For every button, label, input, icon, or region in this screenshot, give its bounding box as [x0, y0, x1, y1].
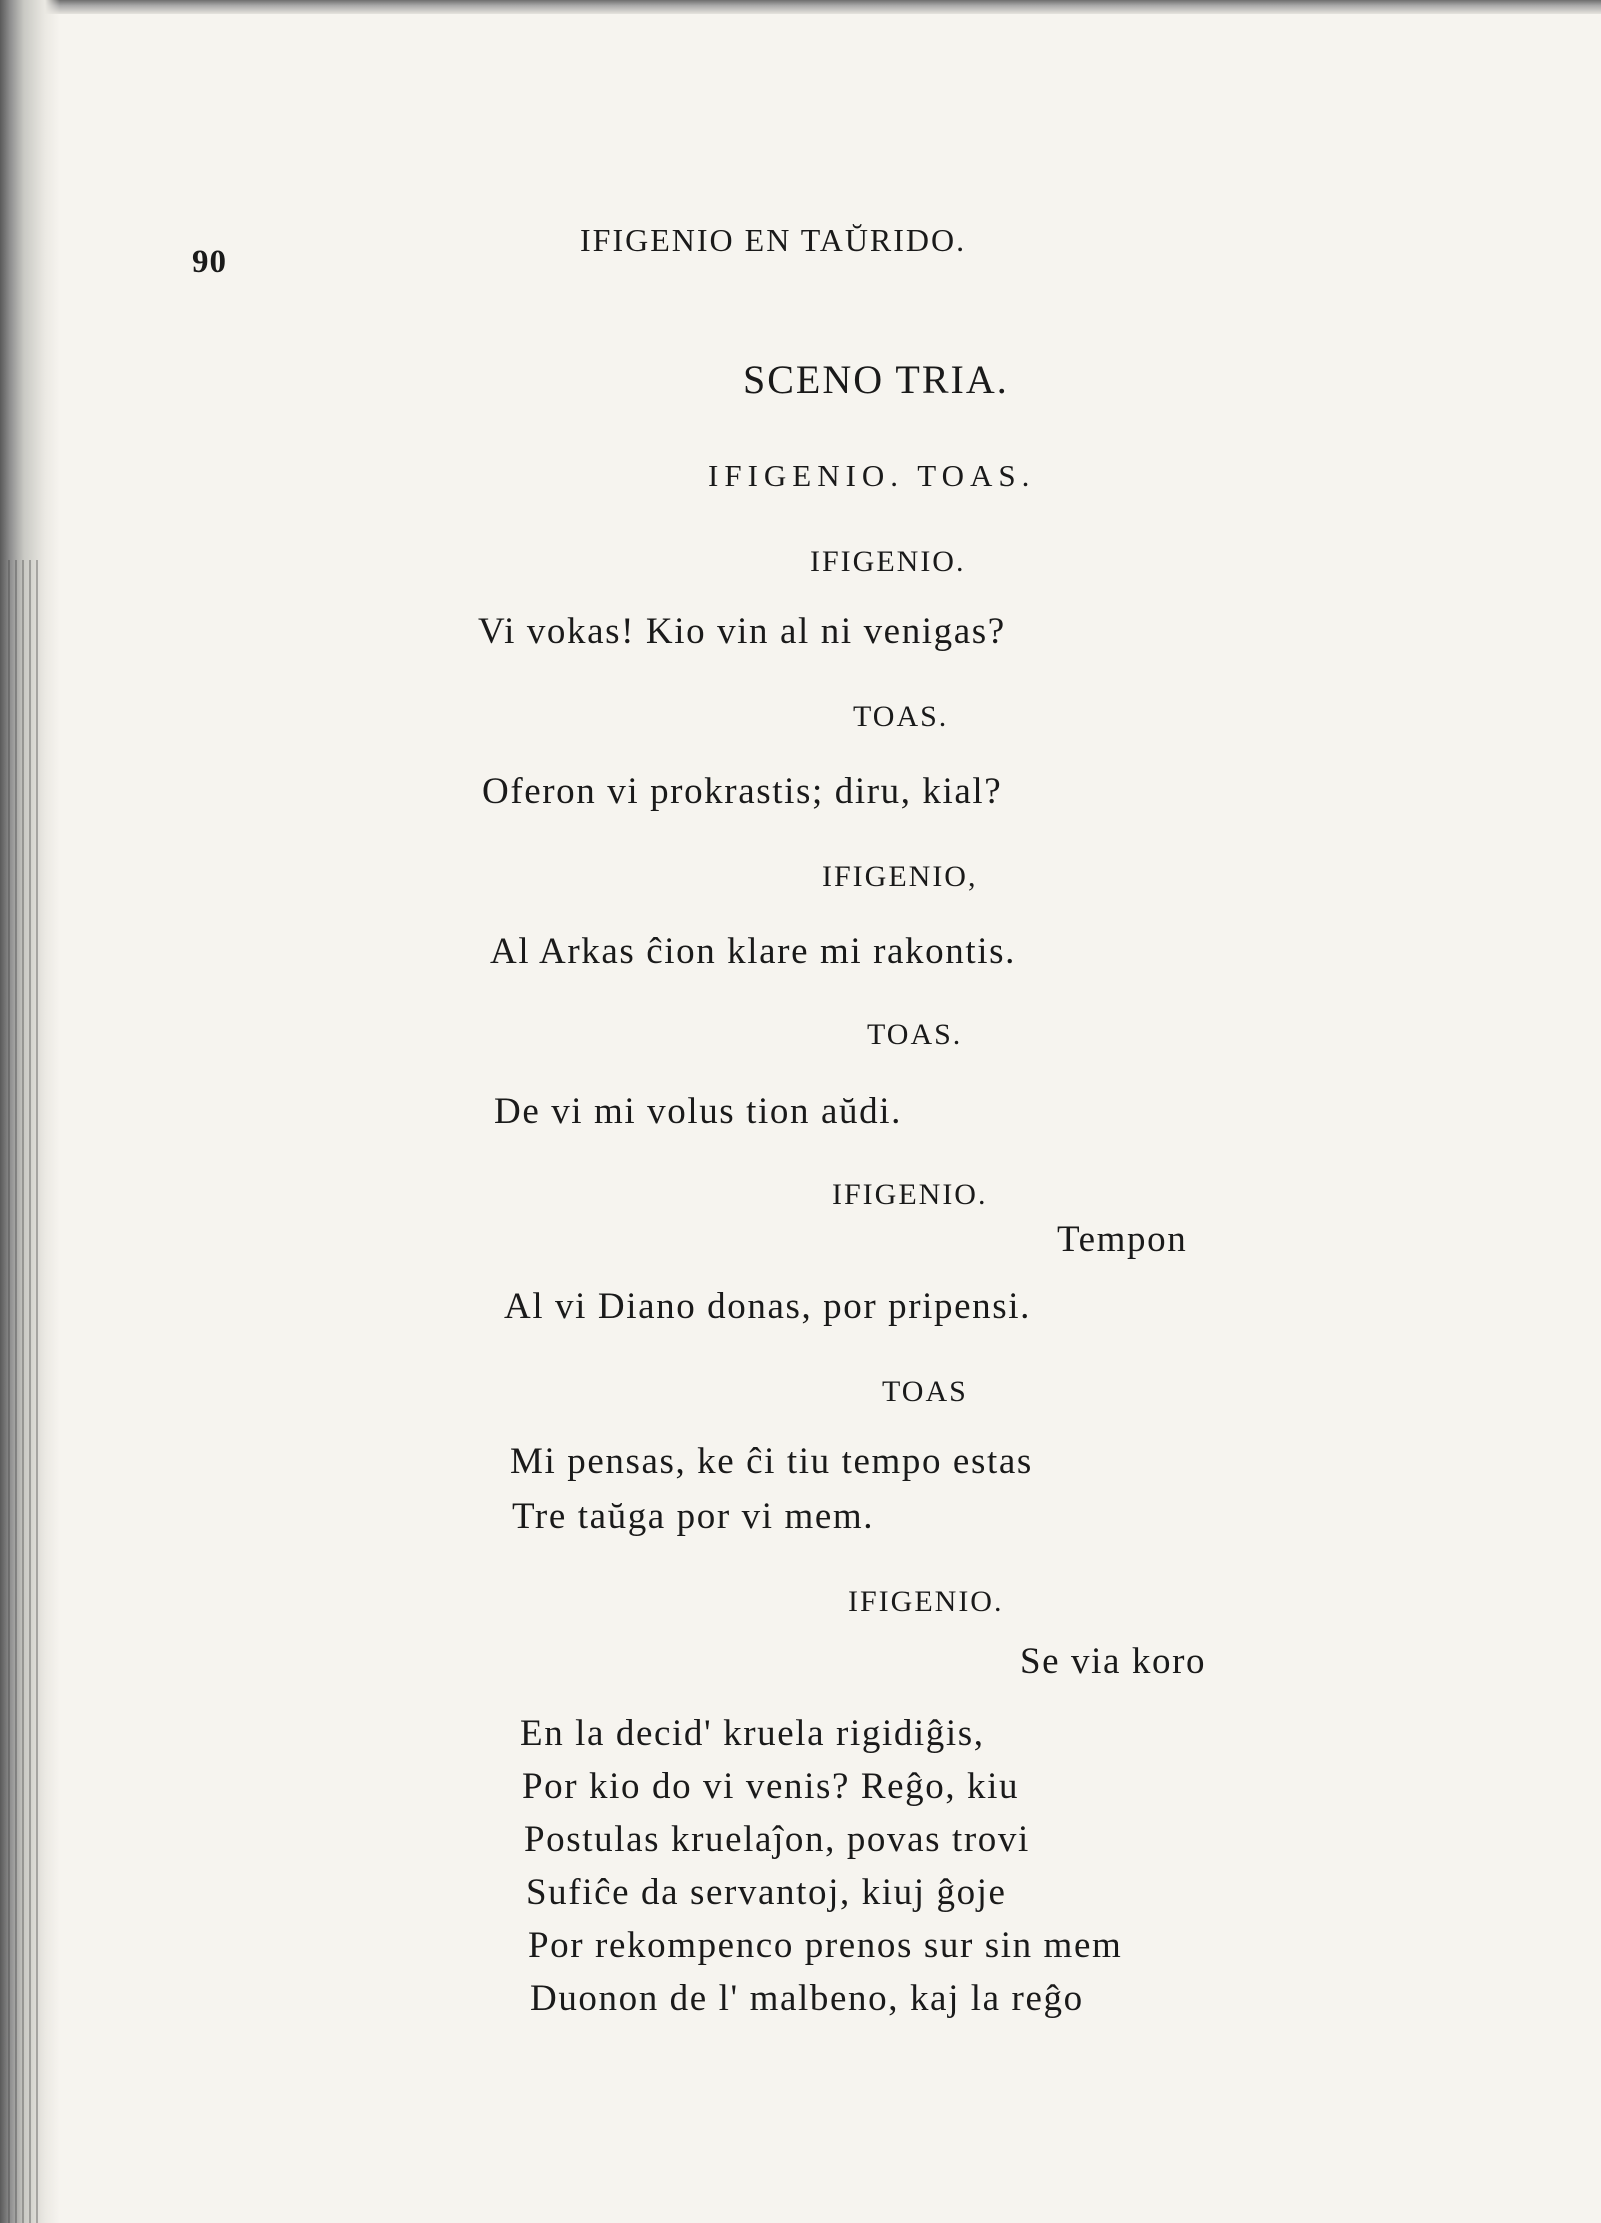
- dialogue-line: Se via koro: [1020, 1641, 1207, 1682]
- dialogue-line: En la decid' kruela rigidiĝis,: [520, 1713, 985, 1754]
- dialogue-line: Oferon vi prokrastis; diru, kial?: [482, 771, 1003, 812]
- speaker-name: TOAS.: [867, 1018, 963, 1051]
- speaker-name: IFIGENIO.: [848, 1585, 1004, 1618]
- speaker-name: IFIGENIO,: [822, 860, 978, 893]
- scan-left-gutter-lines: [8, 560, 38, 2223]
- speaker-name: TOAS: [882, 1375, 968, 1408]
- dialogue-line: Por rekompenco prenos sur sin mem: [528, 1925, 1123, 1966]
- scene-title: SCENO TRIA.: [743, 357, 1009, 402]
- dialogue-line: Sufiĉe da servantoj, kiuj ĝoje: [526, 1872, 1007, 1913]
- dialogue-line: Duonon de l' malbeno, kaj la reĝo: [530, 1978, 1084, 2019]
- dialogue-line: Al vi Diano donas, por pripensi.: [504, 1286, 1031, 1327]
- dialogue-line: Vi vokas! Kio vin al ni venigas?: [478, 611, 1006, 652]
- dialogue-line: Mi pensas, ke ĉi tiu tempo estas: [510, 1441, 1033, 1482]
- dialogue-line: Al Arkas ĉion klare mi rakontis.: [490, 931, 1016, 972]
- speaker-name: IFIGENIO.: [832, 1178, 988, 1211]
- dialogue-line: Postulas kruelaĵon, povas trovi: [524, 1819, 1030, 1860]
- dialogue-line: De vi mi volus tion aŭdi.: [494, 1091, 902, 1132]
- running-head: IFIGENIO EN TAŬRIDO.: [580, 222, 967, 258]
- dialogue-line: Por kio do vi venis? Reĝo, kiu: [522, 1766, 1020, 1807]
- speaker-name: TOAS.: [853, 700, 949, 733]
- dialogue-line: Tempon: [1057, 1219, 1188, 1260]
- cast-list: IFIGENIO. TOAS.: [708, 458, 1036, 493]
- scan-top-edge: [0, 0, 1601, 14]
- dialogue-line: Tre taŭga por vi mem.: [512, 1496, 875, 1537]
- page-number: 90: [192, 244, 227, 280]
- speaker-name: IFIGENIO.: [810, 545, 966, 578]
